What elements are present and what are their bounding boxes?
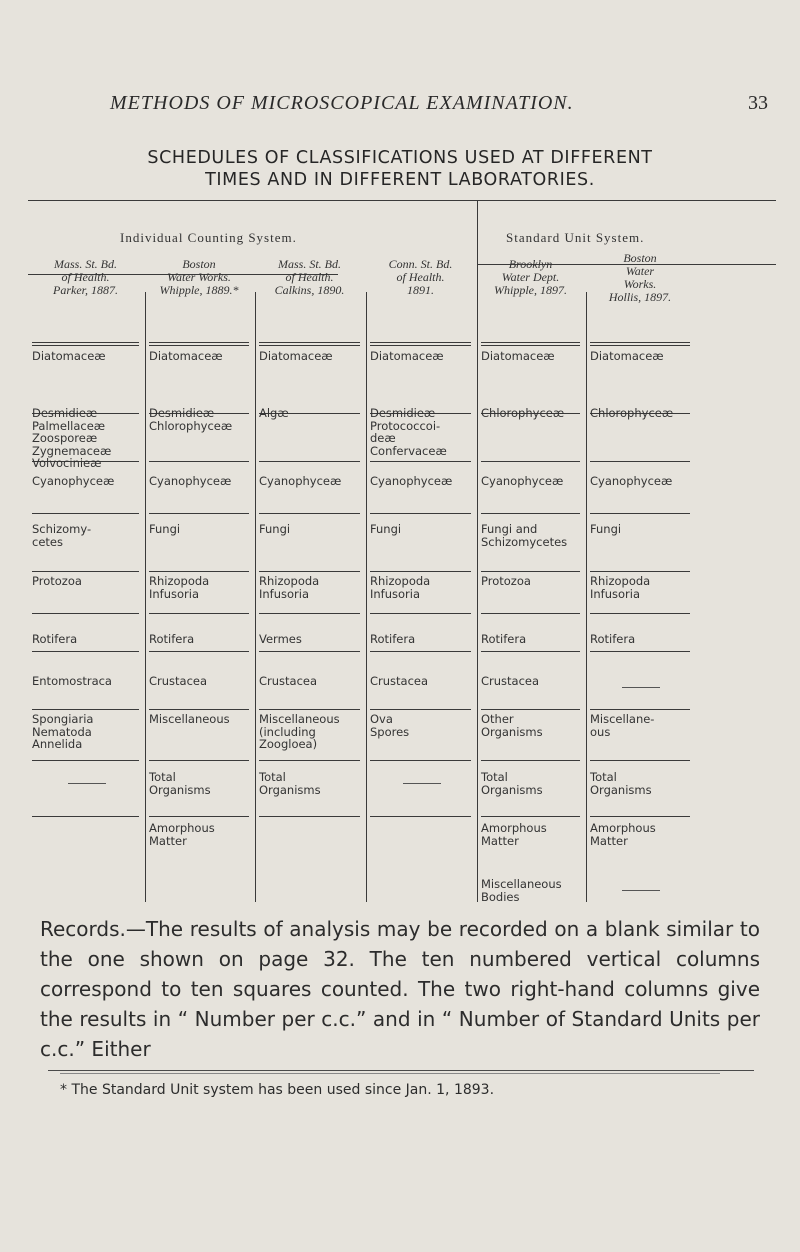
table-cell: Total Organisms xyxy=(481,770,543,797)
column-heading: Mass. St. Bd. of Health. Calkins, 1890. xyxy=(274,257,345,297)
column-divider xyxy=(366,292,367,902)
table-cell: Total Organisms xyxy=(149,770,211,797)
column-heading: Conn. St. Bd. of Health. 1891. xyxy=(388,257,453,297)
table-cell: Entomostraca xyxy=(32,674,112,688)
table-cell: Cyanophyceæ xyxy=(370,474,453,488)
row-rule xyxy=(149,513,249,514)
row-rule xyxy=(481,342,580,343)
row-rule xyxy=(590,760,690,761)
empty-dash xyxy=(622,890,660,891)
row-rule xyxy=(149,342,249,343)
row-rule xyxy=(149,651,249,652)
row-rule xyxy=(590,613,690,614)
table-cell: Miscellaneous (including Zoogloea) xyxy=(259,712,340,751)
row-rule xyxy=(370,571,471,572)
row-rule xyxy=(32,345,139,346)
column-heading: Brooklyn Water Dept. Whipple, 1897. xyxy=(494,257,567,297)
row-rule xyxy=(370,461,471,462)
page-title-line-1: SCHEDULES OF CLASSIFICATIONS USED AT DIFFERENT xyxy=(147,148,653,168)
table-cell: Rotifera xyxy=(149,632,195,646)
row-rule xyxy=(481,345,580,346)
table-cell: Fungi and Schizomycetes xyxy=(481,522,568,549)
table-cell: Ova Spores xyxy=(370,712,410,739)
row-rule xyxy=(481,613,580,614)
table-cell: Rhizopoda Infusoria xyxy=(370,574,431,601)
table-cell: Schizomy- cetes xyxy=(32,522,92,549)
page-number: 33 xyxy=(748,92,768,114)
row-rule xyxy=(259,613,360,614)
row-rule xyxy=(590,816,690,817)
row-rule xyxy=(481,651,580,652)
page-title-line-2: TIMES AND IN DIFFERENT LABORATORIES. xyxy=(205,170,595,190)
table-cell: Cyanophyceæ xyxy=(149,474,232,488)
row-rule xyxy=(149,760,249,761)
table-cell: Diatomaceæ xyxy=(149,349,223,363)
row-rule xyxy=(370,345,471,346)
running-head: METHODS OF MICROSCOPICAL EXAMINATION. xyxy=(110,92,574,114)
table-cell: Rotifera xyxy=(590,632,636,646)
row-rule xyxy=(370,651,471,652)
table-cell: Spongiaria Nematoda Annelida xyxy=(32,712,94,751)
row-rule xyxy=(370,709,471,710)
table-cell: Cyanophyceæ xyxy=(259,474,342,488)
row-rule xyxy=(32,513,139,514)
table-cell: Fungi xyxy=(370,522,402,536)
table-cell: Crustacea xyxy=(481,674,540,688)
table-cell: Vermes xyxy=(259,632,302,646)
group-heading-individual: Individual Counting System. xyxy=(120,230,297,245)
table-cell: Fungi xyxy=(259,522,291,536)
row-rule xyxy=(481,816,580,817)
table-cell: Rhizopoda Infusoria xyxy=(149,574,210,601)
table-cell: Amorphous Matter xyxy=(149,821,215,848)
row-rule xyxy=(370,816,471,817)
table-cell: Rhizopoda Infusoria xyxy=(590,574,651,601)
row-rule xyxy=(590,345,690,346)
row-rule xyxy=(259,709,360,710)
table-cell: Fungi xyxy=(590,522,622,536)
row-rule xyxy=(590,513,690,514)
table-cell: Cyanophyceæ xyxy=(32,474,115,488)
table-cell: Diatomaceæ xyxy=(32,349,106,363)
row-rule xyxy=(259,571,360,572)
row-rule xyxy=(32,709,139,710)
row-rule xyxy=(481,461,580,462)
row-rule xyxy=(590,651,690,652)
row-rule xyxy=(32,342,139,343)
row-rule xyxy=(370,760,471,761)
row-rule xyxy=(481,709,580,710)
table-cell: Protozoa xyxy=(481,574,531,588)
table-cell: Rotifera xyxy=(370,632,416,646)
table-cell: Rhizopoda Infusoria xyxy=(259,574,320,601)
table-cell: Crustacea xyxy=(370,674,429,688)
column-heading: Mass. St. Bd. of Health. Parker, 1887. xyxy=(53,257,118,297)
row-rule xyxy=(590,461,690,462)
column-divider xyxy=(145,292,146,902)
table-cell: Diatomaceæ xyxy=(259,349,333,363)
row-rule xyxy=(259,816,360,817)
footnote: * The Standard Unit system has been used since Jan. 1, 1893. xyxy=(60,1082,495,1098)
table-cell: Algæ xyxy=(259,406,289,420)
table-cell: Desmidieæ Protococcoi- deæ Confervaceæ xyxy=(370,406,447,458)
empty-dash xyxy=(622,687,660,688)
row-rule xyxy=(481,760,580,761)
table-cell: Miscellane- ous xyxy=(590,712,655,739)
table-cell: Miscellaneous xyxy=(149,712,230,726)
row-rule xyxy=(590,571,690,572)
row-rule xyxy=(32,613,139,614)
table-cell: Diatomaceæ xyxy=(481,349,555,363)
table-cell: Diatomaceæ xyxy=(590,349,664,363)
table-cell: Protozoa xyxy=(32,574,82,588)
table-cell: Miscellaneous Bodies xyxy=(481,877,562,904)
table-cell: Desmidieæ Chlorophyceæ xyxy=(149,406,233,433)
records-paragraph: Records.—The results of analysis may be recorded on a blank similar to the one shown on page 32. The ten numbered vertical columns correspond to ten squares counted. The two right-hand columns give the results in “ Number per c.c.” and in “ Number of Standard Units per c.c.” Either xyxy=(40,917,760,1061)
row-rule xyxy=(149,613,249,614)
table-top-rule xyxy=(28,200,776,201)
row-rule xyxy=(259,461,360,462)
table-cell: Chlorophyceæ xyxy=(481,406,565,420)
table-cell: Crustacea xyxy=(259,674,318,688)
table-cell: Desmidieæ Palmellaceæ Zoosporeæ Zygnemaceæ Volvocinieæ xyxy=(32,406,112,470)
row-rule xyxy=(370,513,471,514)
row-rule xyxy=(149,709,249,710)
row-rule xyxy=(149,345,249,346)
row-rule xyxy=(590,709,690,710)
table-cell: Crustacea xyxy=(149,674,208,688)
footnote-rule-thin xyxy=(60,1073,720,1074)
row-rule xyxy=(32,760,139,761)
table-cell: Cyanophyceæ xyxy=(481,474,564,488)
classification-table xyxy=(28,200,776,902)
table-cell: Total Organisms xyxy=(590,770,652,797)
footnote-rule xyxy=(48,1070,754,1071)
table-cell: Amorphous Matter xyxy=(481,821,547,848)
table-cell: Rotifera xyxy=(481,632,527,646)
row-rule xyxy=(370,613,471,614)
table-cell: Amorphous Matter xyxy=(590,821,656,848)
row-rule xyxy=(259,513,360,514)
row-rule xyxy=(590,342,690,343)
row-rule xyxy=(32,816,139,817)
row-rule xyxy=(481,513,580,514)
group-divider xyxy=(477,200,478,902)
column-divider xyxy=(255,292,256,902)
row-rule xyxy=(149,816,249,817)
row-rule xyxy=(259,651,360,652)
row-rule xyxy=(32,651,139,652)
row-rule xyxy=(259,760,360,761)
column-heading: Boston Water Works. Whipple, 1889.* xyxy=(159,257,239,297)
table-cell: Chlorophyceæ xyxy=(590,406,674,420)
empty-dash xyxy=(403,783,441,784)
row-rule xyxy=(149,461,249,462)
table-cell: Diatomaceæ xyxy=(370,349,444,363)
table-cell: Other Organisms xyxy=(481,712,543,739)
row-rule xyxy=(370,342,471,343)
table-cell: Fungi xyxy=(149,522,181,536)
group-heading-standard: Standard Unit System. xyxy=(506,230,645,245)
row-rule xyxy=(149,571,249,572)
empty-dash xyxy=(68,783,106,784)
table-cell: Cyanophyceæ xyxy=(590,474,673,488)
row-rule xyxy=(259,342,360,343)
row-rule xyxy=(32,571,139,572)
table-cell: Rotifera xyxy=(32,632,78,646)
row-rule xyxy=(259,345,360,346)
row-rule xyxy=(481,571,580,572)
column-divider xyxy=(586,292,587,902)
table-cell: Total Organisms xyxy=(259,770,321,797)
column-heading: Boston Water Works. Hollis, 1897. xyxy=(608,251,672,304)
